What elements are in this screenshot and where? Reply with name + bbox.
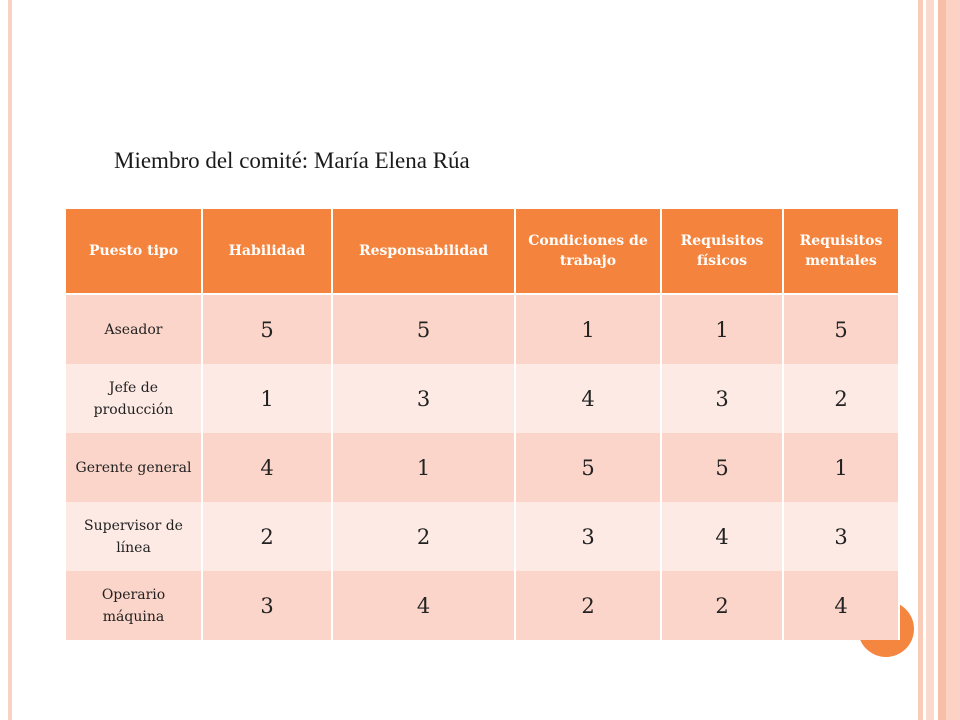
responsabilidad-cell: 1 [332,433,515,502]
condiciones-cell: 2 [515,571,661,640]
header-responsabilidad: Responsabilidad [332,208,515,294]
habilidad-cell: 3 [202,571,332,640]
slide-frame-right [918,0,923,720]
table-row [65,433,899,502]
responsabilidad-cell: 5 [332,294,515,364]
habilidad-cell: 4 [202,433,332,502]
header-requisitos-fisicos: Requisitos físicos [661,208,783,294]
requisitos-fisicos-cell: 4 [661,502,783,571]
slide-decorative-band [926,0,960,720]
requisitos-fisicos-cell: 3 [661,364,783,433]
condiciones-cell: 1 [515,294,661,364]
condiciones-cell: 3 [515,502,661,571]
table-row [65,294,899,364]
puesto-cell: Aseador [65,294,202,364]
requisitos-mentales-cell: 1 [783,433,899,502]
requisitos-mentales-cell: 4 [783,571,899,640]
slide-frame-left [8,0,12,720]
header-requisitos-mentales: Requisitos mentales [783,208,899,294]
requisitos-fisicos-cell: 1 [661,294,783,364]
puesto-cell: Supervisor de línea [65,502,202,571]
condiciones-cell: 4 [515,364,661,433]
slide-title: Miembro del comité: María Elena Rúa [114,148,470,173]
requisitos-mentales-cell: 2 [783,364,899,433]
requisitos-mentales-cell: 3 [783,502,899,571]
header-habilidad: Habilidad [202,208,332,294]
table-row [65,364,899,433]
habilidad-cell: 1 [202,364,332,433]
table-header-row [65,208,899,294]
header-puesto-tipo: Puesto tipo [65,208,202,294]
puesto-cell: Jefe de producción [65,364,202,433]
responsabilidad-cell: 2 [332,502,515,571]
header-condiciones-trabajo: Condiciones de trabajo [515,208,661,294]
evaluation-table [64,207,900,640]
condiciones-cell: 5 [515,433,661,502]
table-row [65,571,899,640]
puesto-cell: Gerente general [65,433,202,502]
requisitos-fisicos-cell: 2 [661,571,783,640]
responsabilidad-cell: 4 [332,571,515,640]
puesto-cell: Operario máquina [65,571,202,640]
table-row [65,502,899,571]
requisitos-fisicos-cell: 5 [661,433,783,502]
habilidad-cell: 2 [202,502,332,571]
responsabilidad-cell: 3 [332,364,515,433]
requisitos-mentales-cell: 5 [783,294,899,364]
habilidad-cell: 5 [202,294,332,364]
